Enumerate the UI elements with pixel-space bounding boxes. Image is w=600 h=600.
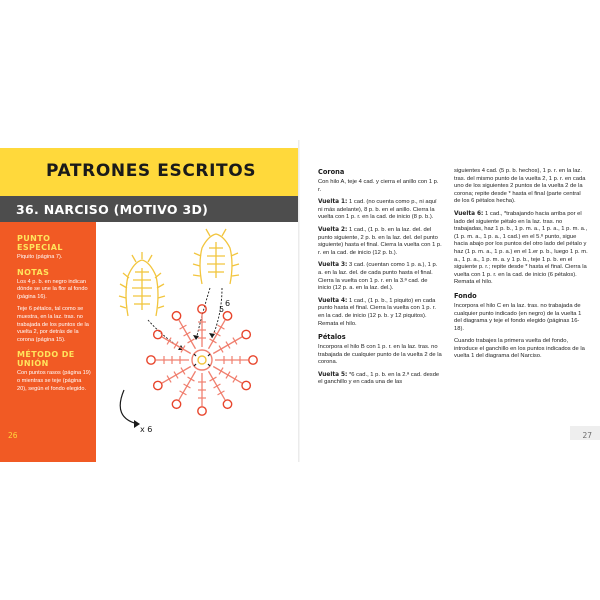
round-4: Vuelta 4: 1 cad., (1 p. b., 1 piquito) en cada punto hasta el final. Cierra la vuelta con 1 p. r. en la cad. de inicio (12 p. b. y 12 piquitos). Remata el hilo.	[318, 297, 436, 327]
round-2: Vuelta 2: 1 cad., (1 p. b. en la laz. del. del punto siguiente, 2 p. b. en la laz. del. del punto siguiente) hasta el final. Cierra la vuelta con 1 p. r. en la cad. de inicio (12 p. b.).	[318, 226, 442, 256]
stitch-tick	[218, 391, 225, 395]
fondo-text-2: Cuando trabajes la primera vuelta del fondo, introduce el ganchillo en los puntos indicados de la vuelta 1 del diagrama del Narciso.	[454, 338, 585, 360]
stitch-tick	[174, 342, 178, 349]
round-1: Vuelta 1: 1 cad. (no cuenta como p., ni aquí ni más adelante), 8 p. b. en el anillo. Cierra la vuelta con 1 p. r. en la cad. de inicio (8 p. b.).	[318, 199, 437, 221]
stitch-tick	[226, 372, 230, 379]
round-3: Vuelta 3: 3 cad. (cuentan como 1 p. a.), 1 p. a. en la laz. del. de cada punto hasta el final. Cierra la vuelta con 1 p. r. en la 3.ª cad. de inicio (12 p. a. en la laz. del.).	[318, 262, 438, 292]
notas-text-2: Teje 6 pétalos, tal como se muestra, en la laz. tras. no trabajada de los puntos de la vuelta 2, por detrás de la corona (página 15).	[17, 306, 89, 343]
page-number-right: 27	[582, 431, 592, 440]
stitch-tick	[180, 391, 187, 395]
notas-heading: NOTAS	[17, 267, 50, 277]
corona-intro: Con hilo A, teje 4 cad. y cierra el anillo con 1 p. r.	[318, 179, 439, 193]
stitch-tick	[214, 384, 221, 388]
instructions-column-2	[454, 168, 588, 366]
diagram-label-5: 5	[219, 305, 225, 314]
stitch-tick	[218, 325, 225, 329]
corona-stitches	[147, 305, 257, 415]
stitch-tick	[180, 325, 187, 329]
piquito-loop	[154, 330, 162, 338]
corona-center	[192, 350, 212, 370]
left-page	[0, 140, 300, 462]
stitch-tick	[233, 376, 237, 383]
piquito-loop	[172, 312, 180, 320]
fondo-heading: Fondo	[454, 291, 477, 300]
metodo-union-heading: MÉTODO DE UNIÓN	[17, 350, 75, 369]
petal-diagram-right	[193, 229, 239, 284]
pattern-subtitle: 36. NARCISO (MOTIVO 3D)	[16, 202, 209, 217]
repeat-arrow-icon	[120, 390, 140, 428]
piquito-loop	[154, 381, 162, 389]
stitch-tick	[167, 376, 171, 383]
round-6: Vuelta 6: 1 cad., *trabajando hacia arriba por el lado del siguiente pétalo en la laz. tras. no trabajadas, haz 1 p. b., 1 p. m. a., 1 p. a., 1 p. m. a., (1 p. m. a., 1 p. a., 1 cad.) en el 5.º punto, sigue hacia abajo por los puntos del otro lado del pétalo y haz (1 p. m. a., 1 p. a.) en el 1.er p. b., luego 1 p. m. a., 1 p. a., 1 p. m. a. y 1 p. b., teje 1 p. b. en el siguiente p. r.; repite desde * hasta el final. Cierra la vuelta con 1 p. r. en la cad. de inicio (6 pétalos). Remata el hilo.	[454, 210, 588, 286]
stitch-tick	[233, 338, 237, 345]
stitch-tick	[188, 339, 195, 343]
piquito-loop	[172, 400, 180, 408]
stitch-tick	[184, 332, 191, 336]
notas-text-1: Los 4 p. b. en negro indican dónde se une la flor al fondo (página 16).	[17, 278, 88, 300]
page-title: PATRONES ESCRITOS	[46, 161, 257, 181]
piquito-loop	[147, 356, 155, 364]
stitch-tick	[210, 339, 217, 343]
stitch-tick	[210, 377, 217, 381]
stitch-tick	[226, 342, 230, 349]
book-spread	[0, 140, 600, 462]
metodo-union-text: Con puntos rasos (página 19) o mientras se teje (página 20), según el fondo elegido.	[17, 370, 91, 392]
diagram-label-6: 6	[225, 299, 231, 308]
right-page	[300, 140, 600, 462]
punto-especial-text: Piquito (página 7).	[17, 254, 63, 260]
page-number-left: 26	[8, 431, 18, 440]
petal-diagram-left	[119, 252, 165, 316]
repeat-label: x 6	[140, 425, 153, 434]
stitch-tick	[184, 384, 191, 388]
sidebar-notes	[17, 234, 91, 398]
stitch-tick	[188, 377, 195, 381]
petalos-intro: Incorpora el hilo B con 1 p. r. en la laz. tras. no trabajada de cualquier punto de la vuelta 2 de la corona.	[318, 344, 442, 366]
piquito-loop	[249, 356, 257, 364]
instructions-column-1	[318, 168, 442, 392]
round-5: Vuelta 5: *6 cad., 1 p. b. en la 2.ª cad. desde el ganchillo y en cada una de las	[318, 371, 440, 386]
piquito-loop	[242, 330, 250, 338]
round-5-continued: siguientes 4 cad. (5 p. b. hechos), 1 p. r. en la laz. tras. del mismo punto de la vuelta 2, 1 p. r. en cada uno de los siguientes 2 puntos de la vuelta 2 de la corona; repite desde * hasta el final (parte central de los 6 pétalos hecha).	[454, 168, 586, 205]
piquito-loop	[223, 400, 231, 408]
piquito-loop	[198, 305, 206, 313]
stitch-tick	[174, 372, 178, 379]
piquito-loop	[223, 312, 231, 320]
fondo-text-1: Incorpora el hilo C en la laz. tras. no trabajada de cualquier punto indicado (en negro) de la vuelta 1 del diagrama y teje el fondo elegido (páginas 16-18).	[454, 302, 582, 332]
corona-heading: Corona	[318, 168, 345, 176]
crochet-diagram	[98, 228, 296, 456]
stitch-tick	[219, 368, 223, 375]
punto-especial-heading: PUNTO ESPECIAL	[17, 234, 63, 252]
piquito-loop	[242, 381, 250, 389]
petalos-heading: Pétalos	[318, 333, 346, 342]
stitch-tick	[181, 368, 185, 375]
piquito-loop	[198, 407, 206, 415]
stitch-tick	[219, 346, 223, 353]
